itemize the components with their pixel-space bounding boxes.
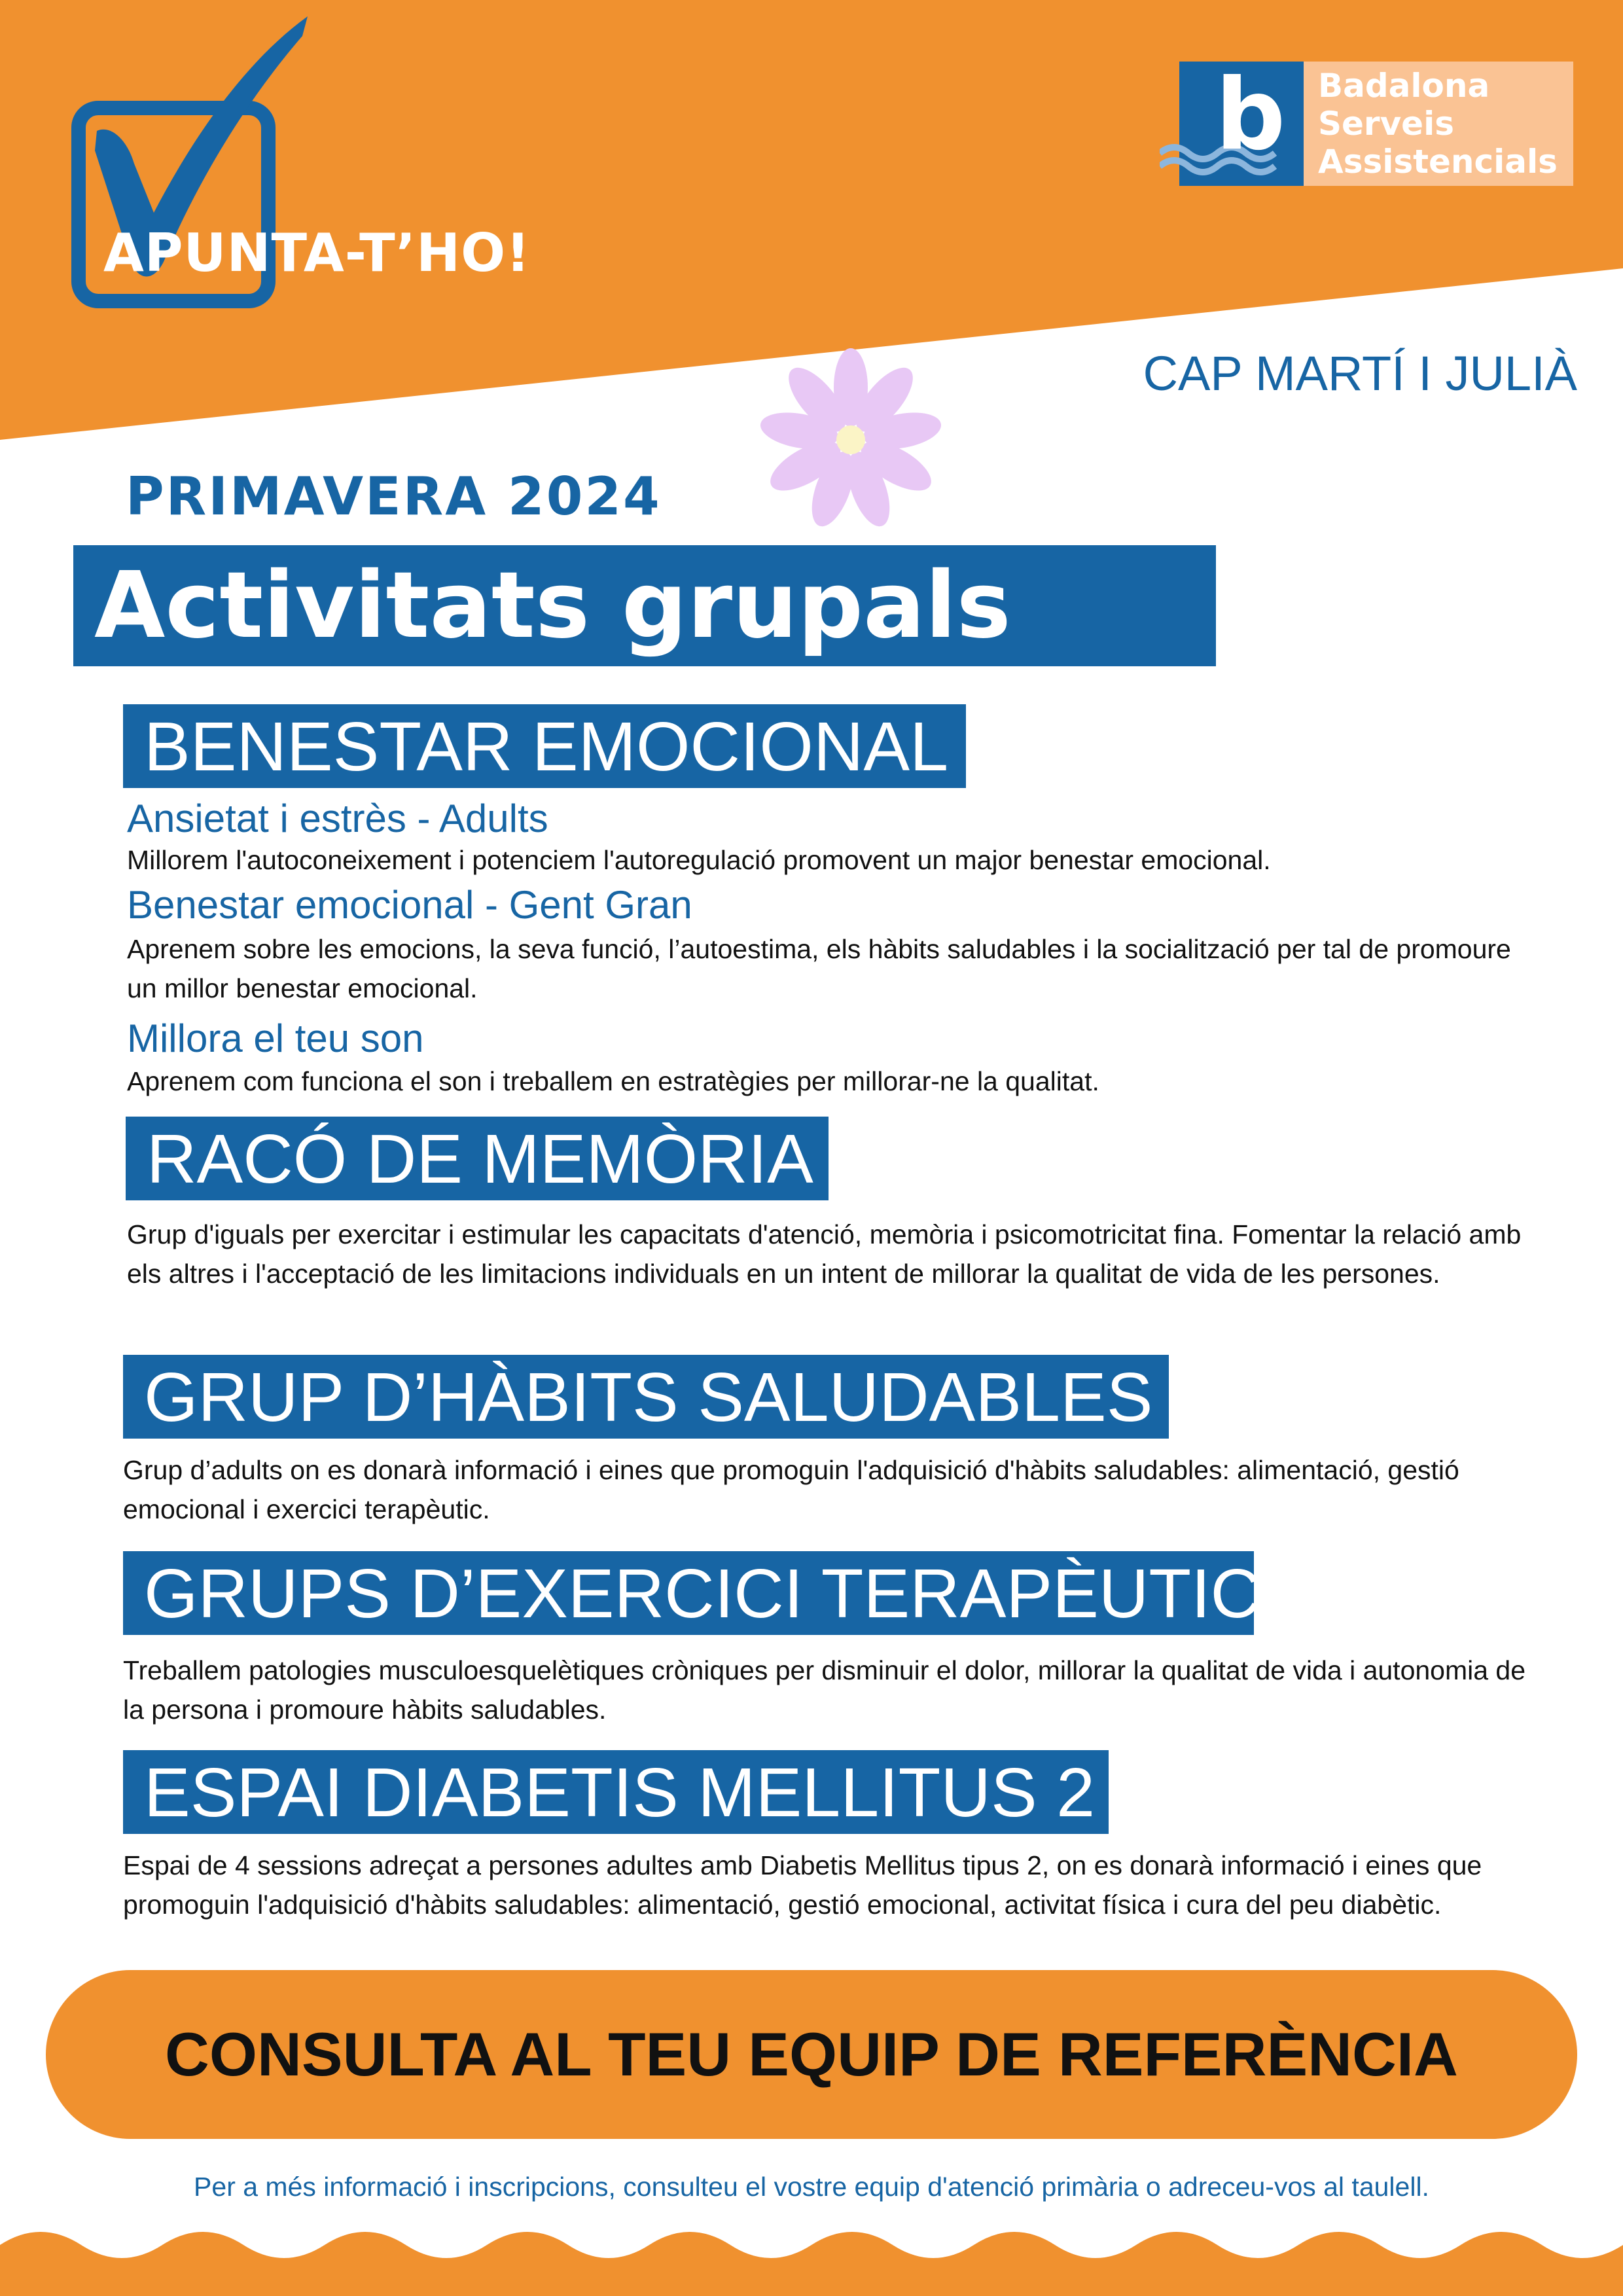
section-header-diabetis bbox=[123, 1750, 1109, 1834]
logo-line-1: Badalona bbox=[1318, 67, 1490, 105]
logo-wordmark bbox=[1304, 62, 1573, 186]
logo-line-3: Assistencials bbox=[1318, 143, 1558, 181]
text-gent-gran: Aprenem sobre les emocions, la seva funció, l’autoestima, els hàbits saludables i la socialització per tal de promoure un millor benestar emocional. bbox=[127, 934, 1511, 1003]
center-name: CAP MARTÍ I JULIÀ bbox=[1143, 346, 1577, 401]
flower-icon bbox=[758, 348, 944, 531]
section-title: BENESTAR EMOCIONAL bbox=[144, 708, 949, 785]
season-label: PRIMAVERA 2024 bbox=[126, 466, 662, 527]
section-title: RACÓ DE MEMÒRIA bbox=[147, 1121, 813, 1198]
section-header-habits bbox=[123, 1355, 1169, 1439]
logo-line-2: Serveis bbox=[1318, 105, 1454, 143]
cta-text: CONSULTA AL TEU EQUIP DE REFERÈNCIA bbox=[165, 2020, 1458, 2089]
cta-banner bbox=[46, 1970, 1577, 2139]
text-son: Aprenem com funciona el son i treballem en estratègies per millorar-ne la qualitat. bbox=[127, 1066, 1099, 1096]
page-title: Activitats grupals bbox=[94, 552, 1011, 659]
section-header-exercici bbox=[123, 1551, 1261, 1635]
section-header-benestar bbox=[123, 704, 966, 788]
section-title: GRUPS D’EXERCICI TERAPÈUTIC bbox=[144, 1555, 1261, 1632]
logo-mark bbox=[1179, 58, 1304, 186]
text-memoria: Grup d'iguals per exercitar i estimular les capacitats d'atenció, memòria i psicomotricitat fina. Fomentar la relació amb els altres i l'acceptació de les limitacions individuals en un intent de millorar la qualitat de vida de les persones. bbox=[127, 1219, 1522, 1289]
subtitle-gent-gran: Benestar emocional - Gent Gran bbox=[127, 883, 692, 927]
section-title: GRUP D’HÀBITS SALUDABLES bbox=[144, 1359, 1153, 1436]
logo-letter: b bbox=[1215, 58, 1286, 172]
main-title-box bbox=[73, 545, 1216, 666]
subtitle-ansietat: Ansietat i estrès - Adults bbox=[127, 797, 548, 840]
section-header-memoria bbox=[126, 1117, 829, 1200]
text-diabetis: Espai de 4 sessions adreçat a persones adultes amb Diabetis Mellitus tipus 2, on es donarà informació i eines que promoguin l'adquisició d'hàbits saludables: alimentació, gestió emocional, activitat física i cura del peu diabètic. bbox=[123, 1850, 1482, 1920]
brand-text: APUNTA-T’HO! bbox=[103, 223, 531, 283]
subtitle-son: Millora el teu son bbox=[127, 1016, 424, 1060]
footer-wave bbox=[0, 2232, 1623, 2296]
text-exercici: Treballem patologies musculoesquelètiques cròniques per disminuir el dolor, millorar la qualitat de vida i autonomia de la persona i promoure hàbits saludables. bbox=[123, 1655, 1526, 1725]
footer-note: Per a més informació i inscripcions, consulteu el vostre equip d'atenció primària o adreceu-vos al taulell. bbox=[194, 2172, 1429, 2202]
text-ansietat: Millorem l'autoconeixement i potenciem l'autoregulació promovent un major benestar emocional. bbox=[127, 845, 1271, 875]
text-habits: Grup d’adults on es donarà informació i eines que promoguin l'adquisició d'hàbits saludables: alimentació, gestió emocional i exercici terapèutic. bbox=[123, 1455, 1459, 1524]
section-title: ESPAI DIABETIS MELLITUS 2 bbox=[144, 1754, 1096, 1831]
